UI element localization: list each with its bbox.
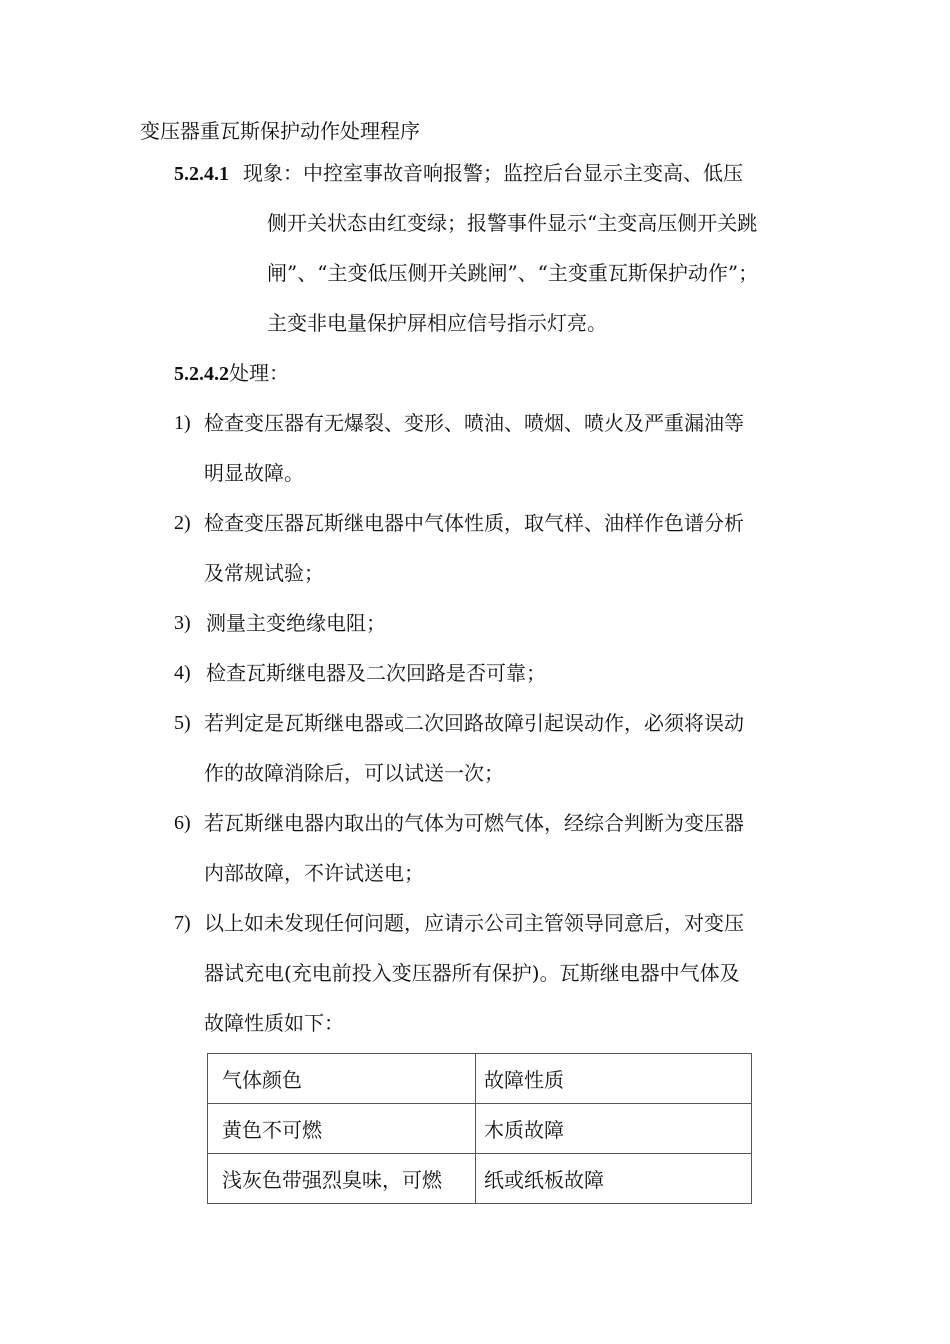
list-item-text: 若判定是瓦斯继电器或二次回路故障引起误动作，必须将误动 [204,711,744,735]
section-text-line: 侧开关状态由红变绿；报警事件显示“主变高压侧开关跳 [267,211,758,235]
table-cell: 黄色不可燃 [208,1104,476,1154]
list-item-number: 2) [174,512,191,534]
list-item-text: 测量主变绝缘电阻； [206,611,386,635]
list-item-number: 5) [174,712,191,734]
list-item-number: 7) [174,912,191,934]
list-item-text: 内部故障，不许试送电； [204,861,424,885]
list-item-text: 器试充电(充电前投入变压器所有保护)。瓦斯继电器中气体及 [204,961,740,985]
list-item-text: 故障性质如下： [204,1011,344,1035]
list-item-text: 及常规试验； [204,561,324,585]
section-text-line: 闸”、“主变低压侧开关跳闸”、“主变重瓦斯保护动作”； [267,261,759,285]
list-item-text: 检查变压器瓦斯继电器中气体性质，取气样、油样作色谱分析 [204,511,744,535]
table-row [208,1054,752,1104]
list-item-text: 作的故障消除后，可以试送一次； [204,761,504,785]
list-item-number: 3) [174,612,191,634]
table-cell: 纸或纸板故障 [476,1154,752,1204]
list-item-number: 4) [174,662,191,684]
list-item-text: 明显故障。 [204,461,304,485]
table-row [208,1104,752,1154]
table-cell: 浅灰色带强烈臭味，可燃 [208,1154,476,1204]
table-header-cell: 故障性质 [476,1054,752,1104]
section-5-2-4-2 [174,360,289,387]
list-item-number: 6) [174,812,191,834]
table-header-cell: 气体颜色 [208,1054,476,1104]
table-cell: 木质故障 [476,1104,752,1154]
section-5-2-4-1 [174,160,743,187]
list-item-text: 以上如未发现任何问题，应请示公司主管领导同意后，对变压 [204,911,744,935]
gas-fault-table [207,1053,752,1204]
section-label: 处理： [229,361,289,385]
list-item-number: 1) [174,412,191,434]
section-number: 5.2.4.2 [174,363,229,385]
table-row [208,1154,752,1204]
section-text-line: 主变非电量保护屏相应信号指示灯亮。 [267,311,607,335]
list-item-text: 若瓦斯继电器内取出的气体为可燃气体，经综合判断为变压器 [204,811,744,835]
document-heading: 变压器重瓦斯保护动作处理程序 [140,119,420,143]
list-item-text: 检查变压器有无爆裂、变形、喷油、喷烟、喷火及严重漏油等 [204,411,744,435]
section-text-line: 现象：中控室事故音响报警；监控后台显示主变高、低压 [243,161,743,185]
section-number: 5.2.4.1 [174,163,229,185]
list-item-text: 检查瓦斯继电器及二次回路是否可靠； [206,661,546,685]
